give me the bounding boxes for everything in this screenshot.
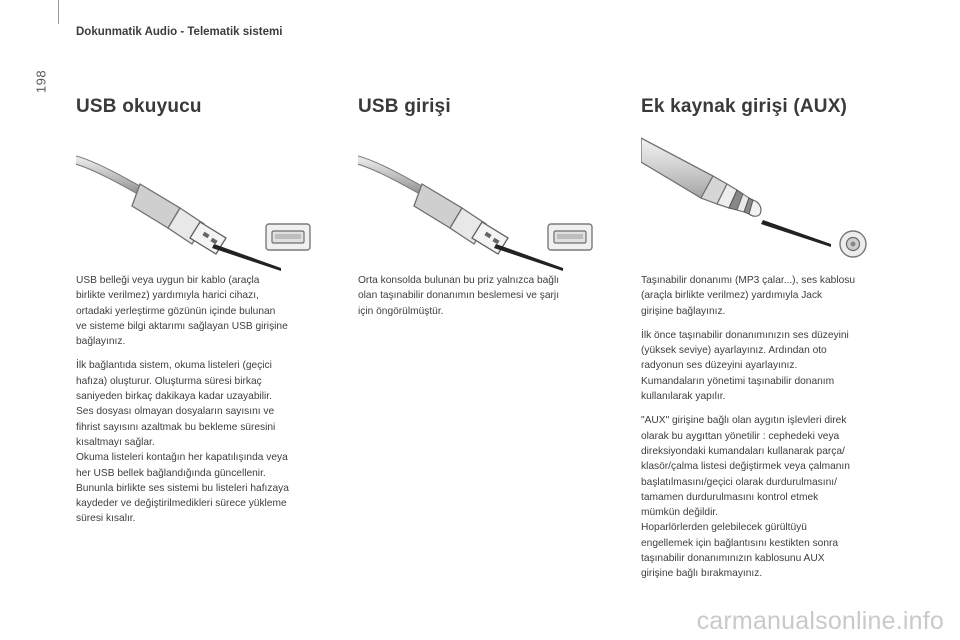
section-usb-reader [76, 96, 346, 525]
page-number: 198 [33, 69, 49, 94]
jack-plug-and-socket-illustration [641, 132, 891, 272]
section-body [76, 273, 346, 536]
section-body [358, 273, 628, 328]
section-title: Ek kaynak girişi (AUX) [641, 96, 848, 117]
body-paragraph: Taşınabilir donanımı (MP3 çalar...), ses kablosu (araçla birlikte verilmez) yardımıyla Jack girişine bağlayınız. [641, 275, 856, 317]
usb-plug-and-port-illustration [358, 132, 608, 272]
section-body [641, 273, 909, 591]
body-paragraph: İlk önce taşınabilir donanımınızın ses düzeyini (yüksek seviye) ayarlayınız. Ardından oto radyonun ses düzeyini ayarlayınız. Kumandaların yönetimi taşınabilir donanım kullanılarak yapılır. [641, 329, 849, 403]
section-usb-port [358, 96, 628, 317]
body-paragraph: "AUX" girişine bağlı olan aygıtın işlevleri direk olarak bu aygıttan yönetilir : cephedeki veya direksiyondaki kumandaları kullanarak parça/ klasör/çalma listesi değiştirmek veya çalmanın başlatılmasını/geçici olarak durdurulmasını/ tamamen durdurulmasını kontrol etmek mümkün değildir. Hoparlörlerden gelebilecek gürültüyü engellemek için bağlantısını kestikten sonra taşınabilir donanımınızın kablosunu AUX girişine bağlı bırakmayınız. [641, 415, 850, 580]
section-title: USB okuyucu [76, 96, 202, 117]
section-title: USB girişi [358, 96, 451, 117]
body-paragraph: Orta konsolda bulunan bu priz yalnızca bağlı olan taşınabilir donanımın beslemesi ve şarjı için öngörülmüştür. [358, 275, 560, 317]
body-paragraph: USB belleği veya uygun bir kablo (araçla birlikte verilmez) yardımıyla harici cihazı, ortadaki yerleştirme gözünün içinde bulunan ve sisteme bilgi aktarımı sağlayan USB girişine bağlayınız. [76, 275, 288, 348]
section-aux-input [641, 96, 909, 580]
body-paragraph: İlk bağlantıda sistem, okuma listeleri (geçici hafıza) oluşturur. Oluşturma süresi birkaç saniyeden birkaç dakikaya kadar uzayabilir. Ses dosyası olmayan dosyaların sayısını ve fihrist sayısını azaltmak bu bekleme süresini kısaltmayı sağlar. Okuma listeleri kontağın her kapatılışında veya her USB bellek bağlandığında güncellenir. Bununla birlikte ses sistemi bu listeleri hafızaya kaydeder ve değiştirilmedikleri sürece yükleme süresi kısalır. [76, 360, 289, 525]
usb-plug-and-port-illustration [76, 132, 326, 272]
page-header: Dokunmatik Audio - Telematik sistemi [76, 26, 283, 38]
page-edge-line [58, 0, 59, 24]
watermark-text: carmanualsonline.info [696, 607, 944, 635]
